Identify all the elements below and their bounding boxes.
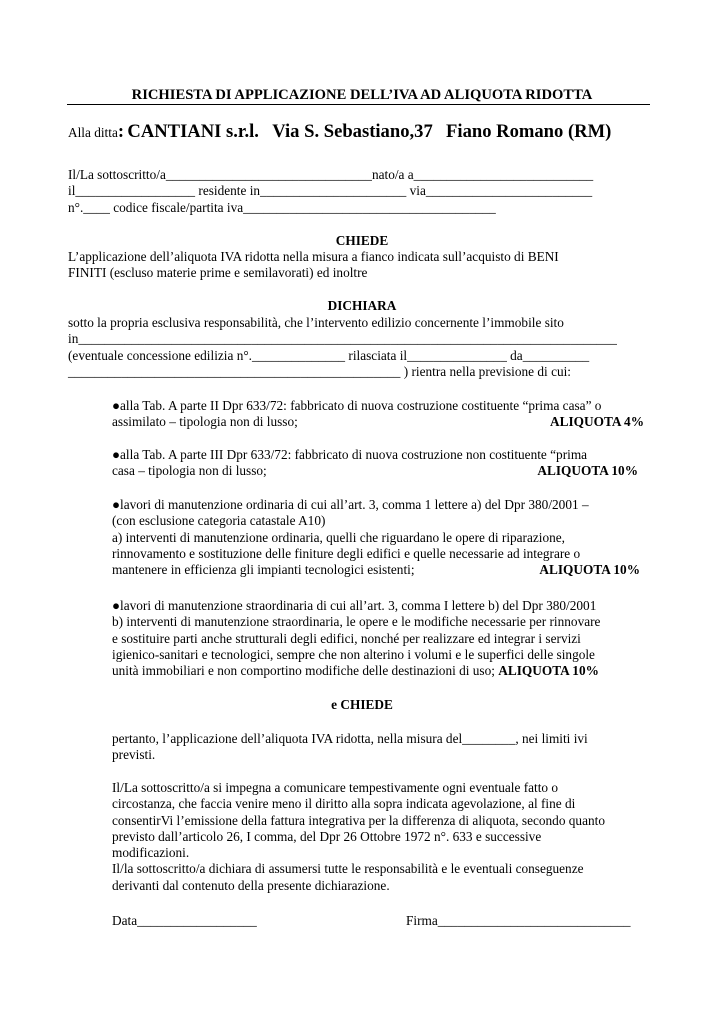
dichiara-line: in_________________________________________________________________________________: [68, 331, 617, 347]
rate-label: ALIQUOTA 10%: [537, 463, 638, 479]
rate-label: ALIQUOTA 4%: [550, 414, 644, 430]
rate-label: ALIQUOTA 10%: [539, 562, 640, 578]
dichiara-heading: DICHIARA: [327, 298, 397, 313]
signature-field: Firma_____________________________: [406, 913, 631, 928]
list-item: [112, 447, 638, 480]
dichiara-text: [68, 315, 617, 380]
item-line: [112, 663, 642, 679]
chiede-text: [68, 249, 559, 282]
commitment-line: Il/la sottoscritto/a dichiara di assumersi tutte le responsabilità e le eventuali conseguenze: [112, 861, 584, 877]
chiede-line: L’applicazione dell’aliquota IVA ridotta nella misura a fianco indicata sull’acquisto di BENI: [68, 249, 559, 264]
item-line: ●alla Tab. A parte III Dpr 633/72: fabbricato di nuova costruzione non costituente “prima: [112, 447, 588, 462]
e-chiede-line: previsti.: [112, 747, 156, 763]
commitment-line: consentirVi l’emissione della fattura integrativa per la differenza di aliquota, secondo quanto: [112, 812, 605, 828]
item-line: rinnovamento e sostituzione delle finiture degli edifici e quelle necessarie ad integrare o: [112, 545, 581, 561]
item-line-text: casa – tipologia non di lusso;: [112, 463, 267, 479]
title-underline: [67, 104, 650, 105]
list-item: [112, 497, 640, 578]
item-line: ●lavori di manutenzione ordinaria di cui all’art. 3, comma 1 lettere a) del Dpr 380/2001 –: [112, 497, 589, 512]
form-line-residence: il__________________ residente in______________________ via_________________________: [68, 183, 593, 199]
document-title: RICHIESTA DI APPLICAZIONE DELL’IVA AD ALIQUOTA RIDOTTA: [131, 87, 593, 103]
rate-label: ALIQUOTA 10%: [498, 663, 599, 679]
commitment-line: modificazioni.: [112, 845, 190, 861]
dichiara-line: (eventuale concessione edilizia n°.______________ rilasciata il_______________ da__________: [68, 347, 590, 363]
commitment-text: [112, 780, 605, 894]
e-chiede-heading: e CHIEDE: [331, 697, 393, 712]
recipient-label: Alla ditta: [68, 125, 118, 140]
recipient-line: [68, 121, 612, 142]
chiede-line: FINITI (escluso materie prime e semilavorati) ed inoltre: [68, 265, 368, 281]
company-name: CANTIANI s.r.l.: [127, 121, 259, 142]
item-line: [112, 414, 644, 430]
item-line-text: assimilato – tipologia non di lusso;: [112, 414, 298, 430]
date-field: Data__________________: [112, 913, 257, 928]
form-line-name: Il/La sottoscritto/a_______________________________nato/a a___________________________: [68, 167, 594, 182]
commitment-line: circostanza, che faccia venire meno il diritto alla sopra indicata agevolazione, al fine di: [112, 796, 576, 812]
item-line: (con esclusione categoria catastale A10): [112, 513, 326, 529]
e-chiede-line: pertanto, l’applicazione dell’aliquota IVA ridotta, nella misura del________, nei limiti ivi: [112, 731, 588, 746]
company-city: Fiano Romano (RM): [446, 121, 612, 142]
item-line-text: unità immobiliari e non comportino modifiche delle destinazioni di uso;: [112, 663, 495, 679]
item-line: [112, 562, 640, 578]
list-item: [112, 598, 642, 679]
item-line-text: mantenere in efficienza gli impianti tecnologici esistenti;: [112, 562, 415, 578]
item-line: igienico-sanitari e tecnologici, sempre che non alterino i volumi e le superfici delle singole: [112, 646, 595, 662]
recipient-colon: :: [117, 121, 125, 142]
item-line: e sostituire parti anche strutturali degli edifici, nonché per realizzare ed integrar i servizi: [112, 630, 581, 646]
chiede-heading: CHIEDE: [335, 233, 389, 248]
company-address: Via S. Sebastiano,37: [272, 121, 433, 142]
commitment-line: previsto dall’articolo 26, I comma, del Dpr 26 Ottobre 1972 n°. 633 e successive: [112, 828, 542, 844]
dichiara-line: __________________________________________________ ) rientra nella previsione di cui:: [68, 363, 572, 379]
item-line: [112, 463, 638, 479]
item-line: ●lavori di manutenzione straordinaria di cui all’art. 3, comma I lettere b) del Dpr 380/2001: [112, 598, 597, 613]
item-line: a) interventi di manutenzione ordinaria, quelli che riguardano le opere di riparazione,: [112, 529, 566, 545]
applicant-form: [68, 167, 593, 216]
commitment-line: Il/La sottoscritto/a si impegna a comunicare tempestivamente ogni eventuale fatto o: [112, 780, 559, 795]
form-line-taxcode: n°.____ codice fiscale/partita iva______________________________________: [68, 199, 496, 215]
item-line: b) interventi di manutenzione straordinaria, le opere e le modifiche necessarie per rinnovare: [112, 614, 601, 630]
list-item: [112, 398, 644, 431]
dichiara-line: sotto la propria esclusiva responsabilità, che l’intervento edilizio concernente l’immobile sito: [68, 315, 564, 330]
e-chiede-text: [112, 731, 588, 764]
item-line: ●alla Tab. A parte II Dpr 633/72: fabbricato di nuova costruzione costituente “prima casa” o: [112, 398, 602, 413]
commitment-line: derivanti dal contenuto della presente dichiarazione.: [112, 877, 390, 893]
